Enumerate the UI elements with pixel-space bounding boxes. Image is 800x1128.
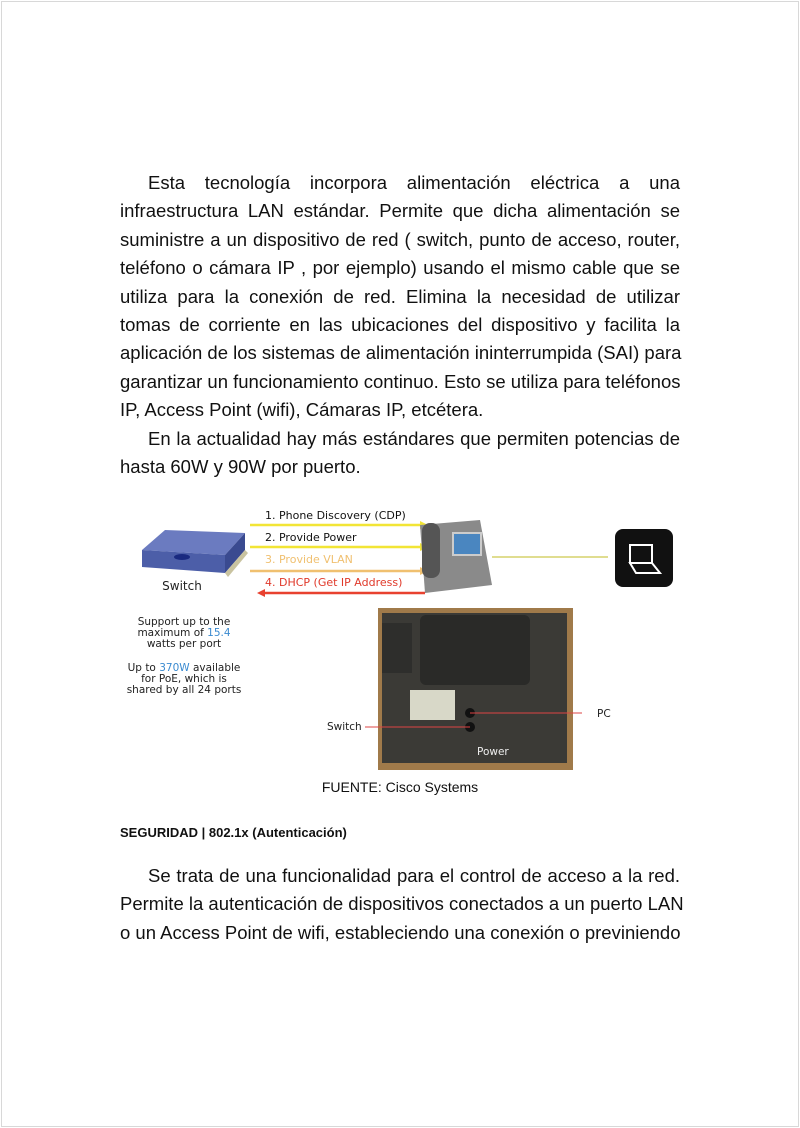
text-line: teléfono o cámara IP , por ejemplo) usando el mismo cable que se — [120, 257, 680, 279]
section-heading: SEGURIDAD | 802.1x (Autenticación) — [120, 825, 347, 840]
text-line: tomas de corriente en las ubicaciones del dispositivo y facilita la — [120, 314, 680, 336]
paragraph-8021x — [120, 862, 684, 947]
arrow — [250, 543, 428, 551]
text-line: o un Access Point de wifi, estableciendo una conexión o previniendo — [120, 921, 681, 943]
support-text: maximum of 15.4 — [137, 627, 231, 639]
arrow — [257, 589, 425, 597]
poe-diagram — [120, 495, 690, 775]
step-label: 3. Provide VLAN — [265, 553, 353, 566]
available-text: for PoE, which is — [141, 673, 227, 685]
arrow — [250, 521, 428, 529]
laptop-icon — [615, 529, 673, 587]
available-text: Up to 370W available — [127, 662, 241, 674]
text-line: IP, Access Point (wifi), Cámaras IP, etcétera. — [120, 399, 484, 421]
support-text: Support up to the — [137, 616, 231, 628]
figure-caption: FUENTE: Cisco Systems — [321, 779, 479, 795]
text-line: utiliza para la conexión de red. Elimina la necesidad de utilizar — [120, 285, 680, 307]
support-text: watts per port — [146, 638, 222, 650]
paragraph-poe-intro — [120, 169, 680, 481]
switch-icon — [142, 530, 248, 577]
text-line: Permite la autenticación de dispositivos conectados a un puerto LAN — [120, 893, 684, 915]
text-line: hasta 60W y 90W por puerto. — [120, 456, 361, 478]
ip-phone-icon — [420, 520, 492, 593]
arrow — [250, 567, 428, 575]
available-text: shared by all 24 ports — [126, 684, 242, 696]
text-line: garantizar un funcionamiento continuo. Esto se utiliza para teléfonos — [120, 370, 681, 392]
text-line: Se trata de una funcionalidad para el control de acceso a la red. — [148, 865, 680, 886]
step-label: 1. Phone Discovery (CDP) — [265, 509, 406, 522]
phone-back-photo — [378, 608, 573, 770]
step-label: 4. DHCP (Get IP Address) — [265, 576, 403, 589]
text-line: suministre a un dispositivo de red ( switch, punto de acceso, router, — [120, 228, 680, 250]
switch-label: Switch — [162, 579, 202, 593]
photo-label-power: Power — [477, 746, 509, 758]
photo-label-pc: PC — [597, 708, 611, 720]
photo-label-switch: Switch — [327, 721, 362, 733]
text-line: aplicación de los sistemas de alimentación ininterrumpida (SAI) para — [120, 342, 682, 364]
text-line: infraestructura LAN estándar. Permite que dicha alimentación se — [120, 200, 680, 222]
text-line: En la actualidad hay más estándares que permiten potencias de — [148, 427, 680, 449]
text-line: Esta tecnología incorpora alimentación eléctrica a una — [148, 172, 680, 193]
step-label: 2. Provide Power — [265, 531, 357, 544]
